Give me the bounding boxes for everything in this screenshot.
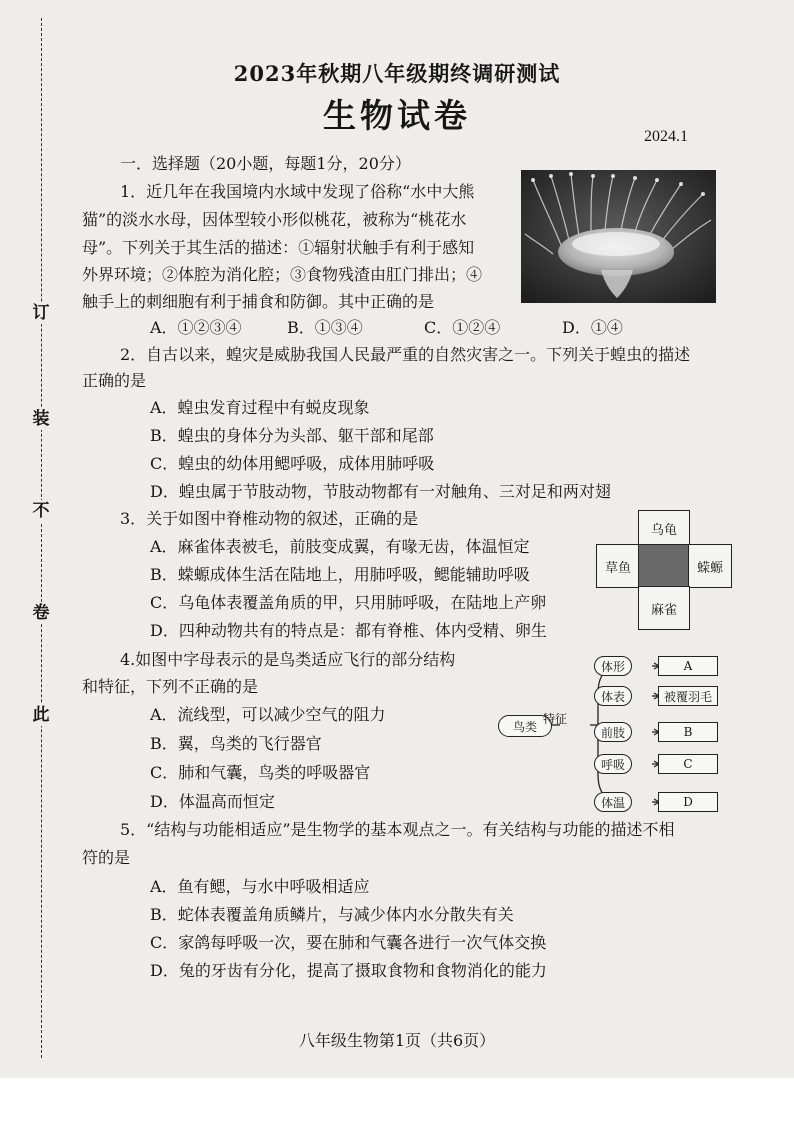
q4-option-d: D．体温高而恒定 xyxy=(150,792,275,811)
q2-option-b: B．蝗虫的身体分为头部、躯干部和尾部 xyxy=(150,426,434,445)
bird-root-pill: 鸟类 xyxy=(498,715,552,737)
q2-option-a: A．蝗虫发育过程中有蜕皮现象 xyxy=(150,398,370,417)
exam-subject: 生物试卷 xyxy=(323,96,471,135)
q2-line-2: 正确的是 xyxy=(82,371,147,390)
q3-option-d: D．四种动物共有的特点是：都有脊椎、体内受精、卵生 xyxy=(150,621,547,640)
q4-line-2: 和特征，下列不正确的是 xyxy=(82,677,259,696)
binding-char-bu: 不 xyxy=(30,500,52,522)
q5-option-d: D．兔的牙齿有分化，提高了摄取食物和食物消化的能力 xyxy=(150,961,547,980)
q1-option-a: A．①②③④ xyxy=(150,318,242,337)
feature-value-b: B xyxy=(658,722,718,742)
q5-option-a: A．鱼有鳃，与水中呼吸相适应 xyxy=(150,877,370,896)
q2-option-c: C．蝗虫的幼体用鳃呼吸，成体用肺呼吸 xyxy=(150,454,435,473)
binding-char-juan: 卷 xyxy=(30,602,52,624)
binding-dashed-line xyxy=(41,18,42,1058)
feature-name-breathing: 呼吸 xyxy=(594,754,632,774)
q2-option-d: D．蝗虫属于节肢动物，节肢动物都有一对触角、三对足和两对翅 xyxy=(150,482,611,501)
feature-value-d: D xyxy=(658,792,718,812)
page-footer: 八年级生物第1页（共6页） xyxy=(298,1031,496,1050)
q5-option-b: B．蛇体表覆盖角质鳞片，与减少体内水分散失有关 xyxy=(150,905,514,924)
q1-line-1: 1．近几年在我国境内水域中发现了俗称“水中大熊 xyxy=(120,182,475,201)
feature-name-body-surface: 体表 xyxy=(594,686,632,706)
q1-line-4: 外界环境；②体腔为消化腔；③食物残渣由肛门排出；④ xyxy=(82,265,483,284)
feature-value-a: A xyxy=(658,656,718,676)
diagram-box-bottom: 麻雀 xyxy=(638,586,690,630)
feature-value-c: C xyxy=(658,754,718,774)
q1-line-2: 猫”的淡水水母，因体型较小形似桃花，被称为“桃花水 xyxy=(82,210,467,229)
exam-date: 2024.1 xyxy=(644,128,688,145)
binding-char-ci: 此 xyxy=(30,704,52,726)
diagram-box-top: 乌龟 xyxy=(638,510,690,546)
q4-option-c: C．肺和气囊，鸟类的呼吸器官 xyxy=(150,763,371,782)
binding-char-ding: 订 xyxy=(30,302,52,324)
diagram-box-left: 草鱼 xyxy=(596,544,640,588)
feature-name-forelimb: 前肢 xyxy=(594,722,632,742)
q1-option-c: C．①②④ xyxy=(424,318,501,337)
q1-option-d: D．①④ xyxy=(562,318,623,337)
feature-value-feathers: 被覆羽毛 xyxy=(658,686,718,706)
q4-line-1: 4.如图中字母表示的是鸟类适应飞行的部分结构 xyxy=(120,650,456,669)
section-heading: 一．选择题（20小题，每题1分，20分） xyxy=(120,154,411,173)
diagram-center-box xyxy=(638,544,690,588)
q4-option-a: A．流线型，可以减少空气的阻力 xyxy=(150,705,386,724)
q3-option-a: A．麻雀体表被毛，前肢变成翼，有喙无齿，体温恒定 xyxy=(150,537,530,556)
q5-option-c: C．家鸽每呼吸一次，要在肺和气囊各进行一次气体交换 xyxy=(150,933,547,952)
q2-line-1: 2．自古以来，蝗灾是威胁我国人民最严重的自然灾害之一。下列关于蝗虫的描述 xyxy=(120,345,691,364)
q5-line-2: 符的是 xyxy=(82,848,131,867)
q1-line-3: 母”。下列关于其生活的描述：①辐射状触手有利于感知 xyxy=(82,238,475,257)
diagram-box-right: 蝾螈 xyxy=(688,544,732,588)
q4-option-b: B．翼，鸟类的飞行器官 xyxy=(150,734,322,753)
q3-option-b: B．蝾螈成体生活在陆地上，用肺呼吸，鳃能辅助呼吸 xyxy=(150,565,530,584)
q1-option-b: B．①③④ xyxy=(287,318,363,337)
bird-link-label: 特征 xyxy=(543,712,568,726)
exam-title: 2023年秋期八年级期终调研测试 xyxy=(233,61,561,86)
q3-option-c: C．乌龟体表覆盖角质的甲，只用肺呼吸，在陆地上产卵 xyxy=(150,593,547,612)
feature-name-body-temp: 体温 xyxy=(594,792,632,812)
jellyfish-photo xyxy=(521,170,716,303)
q3-stem: 3．关于如图中脊椎动物的叙述，正确的是 xyxy=(120,509,419,528)
q5-line-1: 5．“结构与功能相适应”是生物学的基本观点之一。有关结构与功能的描述不相 xyxy=(120,820,675,839)
binding-char-zhuang: 装 xyxy=(30,408,52,430)
feature-name-body-shape: 体形 xyxy=(594,656,632,676)
q1-line-5: 触手上的刺细胞有利于捕食和防御。其中正确的是 xyxy=(82,292,435,311)
